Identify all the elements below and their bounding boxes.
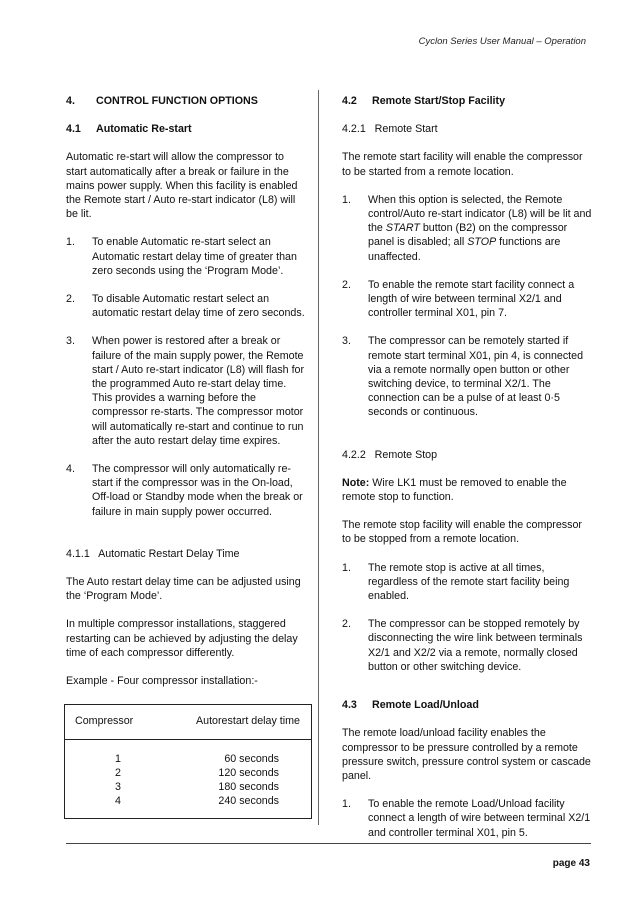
list-number: 4. (66, 463, 75, 476)
list-text: The compressor can be stopped remotely by disconnecting the wire link between terminals X2/1 and X2/2 via a remote, normally closed button or other switching device. (368, 618, 583, 673)
note-label: Note: (342, 476, 370, 489)
paragraph: The remote load/unload facility enables the compressor to be pressure controlled by a remote pressure switch, pressure control system or cascade panel. (342, 727, 591, 782)
table-cell: 60 seconds (224, 752, 279, 765)
list-item (342, 561, 592, 604)
list-item (66, 334, 306, 448)
list-number: 2. (342, 618, 351, 631)
list-item (342, 334, 592, 419)
start-label: START (385, 222, 420, 235)
section-4-3-number: 4.3 (342, 699, 357, 712)
note-text: Wire LK1 must be removed to enable the remote stop to function. (342, 476, 567, 504)
list-item (342, 797, 592, 840)
list-text: The compressor can be remotely started if remote start terminal X01, pin 4, is connected via a remote normally open button or other switching device, to terminal X2/1. The connection can be a pulse of at least 0·5 seconds or continuous. (368, 335, 584, 419)
subsection-4-1-1-heading: 4.1.1 Automatic Restart Delay Time (66, 547, 240, 560)
section-4-title: CONTROL FUNCTION OPTIONS (96, 95, 258, 107)
table-cell: 180 seconds (218, 780, 279, 793)
table-cell: 3 (115, 780, 121, 793)
table-header-compressor: Compressor (75, 715, 134, 728)
running-header: Cyclon Series User Manual – Operation (418, 36, 586, 47)
table-cell: 4 (115, 795, 121, 808)
list-number: 1. (66, 236, 75, 249)
paragraph: The remote start facility will enable the compressor to be started from a remote location. (342, 151, 583, 178)
list-number: 1. (342, 798, 351, 811)
list-item (342, 193, 592, 264)
right-column (342, 94, 592, 840)
subsection-4-2-2-heading: 4.2.2 Remote Stop (342, 448, 438, 461)
stop-label: STOP (467, 236, 497, 249)
section-4-2-number: 4.2 (342, 95, 357, 107)
section-4-1-title: Automatic Re-start (96, 123, 192, 136)
table-header-delay: Autorestart delay time (196, 715, 300, 728)
section-4-3-heading (342, 698, 592, 712)
table-cell: 1 (115, 752, 121, 765)
paragraph: The remote stop facility will enable the compressor to be stopped from a remote location. (342, 519, 582, 546)
list-text: The remote stop is active at all times, regardless of the remote start facility being enabled. (368, 561, 570, 603)
section-4-2-heading (342, 94, 592, 108)
section-4-number: 4. (66, 95, 75, 107)
note (342, 476, 592, 504)
list-item (66, 235, 306, 278)
page-number: page 43 (552, 858, 590, 869)
list-text: To enable the remote start facility connect a length of wire between terminal X2/1 and controller terminal X01, pin 7. (368, 278, 575, 320)
paragraph: Example - Four compressor installation:- (66, 675, 258, 688)
table-header-row (65, 705, 311, 739)
list-item (66, 292, 306, 320)
list-number: 2. (342, 278, 351, 291)
paragraph: Automatic re-start will allow the compressor to start automatically after a break or failure in the mains power supply. When this facility is enabled the Remote start / Auto re-start indicator (L8) will be lit. (66, 151, 298, 221)
column-divider (318, 90, 319, 825)
section-4-heading (66, 94, 306, 108)
table-column-delay (171, 752, 311, 809)
list-text: To disable Automatic restart select an automatic restart delay time of zero seconds. (92, 293, 305, 320)
list-text-part: button (B2) on the compressor panel is disabled; all (368, 222, 568, 249)
section-4-1-number: 4.1 (66, 123, 81, 136)
section-4-1-heading (66, 122, 306, 136)
list-text: To enable the remote Load/Unload facility connect a length of wire between terminal X2/1 and controller terminal X01, pin 5. (368, 798, 591, 839)
table-cell: 240 seconds (218, 795, 279, 808)
subsection-4-2-1-heading: 4.2.1 Remote Start (342, 123, 438, 136)
paragraph: The Auto restart delay time can be adjusted using the ‘Program Mode’. (66, 576, 301, 603)
paragraph: In multiple compressor installations, staggered restarting can be achieved by adjusting the delay time of each compressor differently. (66, 618, 298, 659)
list-number: 2. (66, 293, 75, 306)
list-number: 3. (66, 335, 75, 348)
list-item (342, 278, 592, 321)
list-text: The compressor will only automatically re-start if the compressor was in the On-load, Off-load or Standby mode when the break or failure in main supply power occurred. (92, 463, 303, 518)
list-number: 1. (342, 193, 351, 206)
left-column (66, 94, 306, 819)
table-body (65, 740, 311, 819)
restart-delay-table (64, 704, 312, 819)
list-number: 3. (342, 335, 351, 348)
footer-rule (66, 843, 591, 844)
section-4-2-title: Remote Start/Stop Facility (372, 95, 506, 107)
list-text-part: When this option is selected, the Remote control/Auto re-start indicator (L8) will be lit and the (368, 193, 592, 235)
list-text: To enable Automatic re-start select an Automatic restart delay time of greater than zero seconds using the ‘Program Mode’. (92, 236, 297, 277)
list-text: When power is restored after a break or failure of the main supply power, the Remote start / Auto re-start indicator (L8) will flash for the programmed Auto re-start delay time. This provides a warning before the compressor re-starts. The compressor motor will automatically re-start and continue to run after the auto restart delay time expires. (92, 335, 305, 447)
list-item (342, 617, 592, 674)
list-text (368, 193, 592, 264)
table-column-compressor (65, 752, 171, 809)
list-text-part: functions are unaffected. (368, 236, 561, 263)
list-number: 1. (342, 561, 351, 574)
table-cell: 120 seconds (218, 766, 279, 779)
list-item (66, 462, 306, 519)
table-cell: 2 (115, 766, 121, 779)
section-4-3-title: Remote Load/Unload (372, 699, 479, 712)
